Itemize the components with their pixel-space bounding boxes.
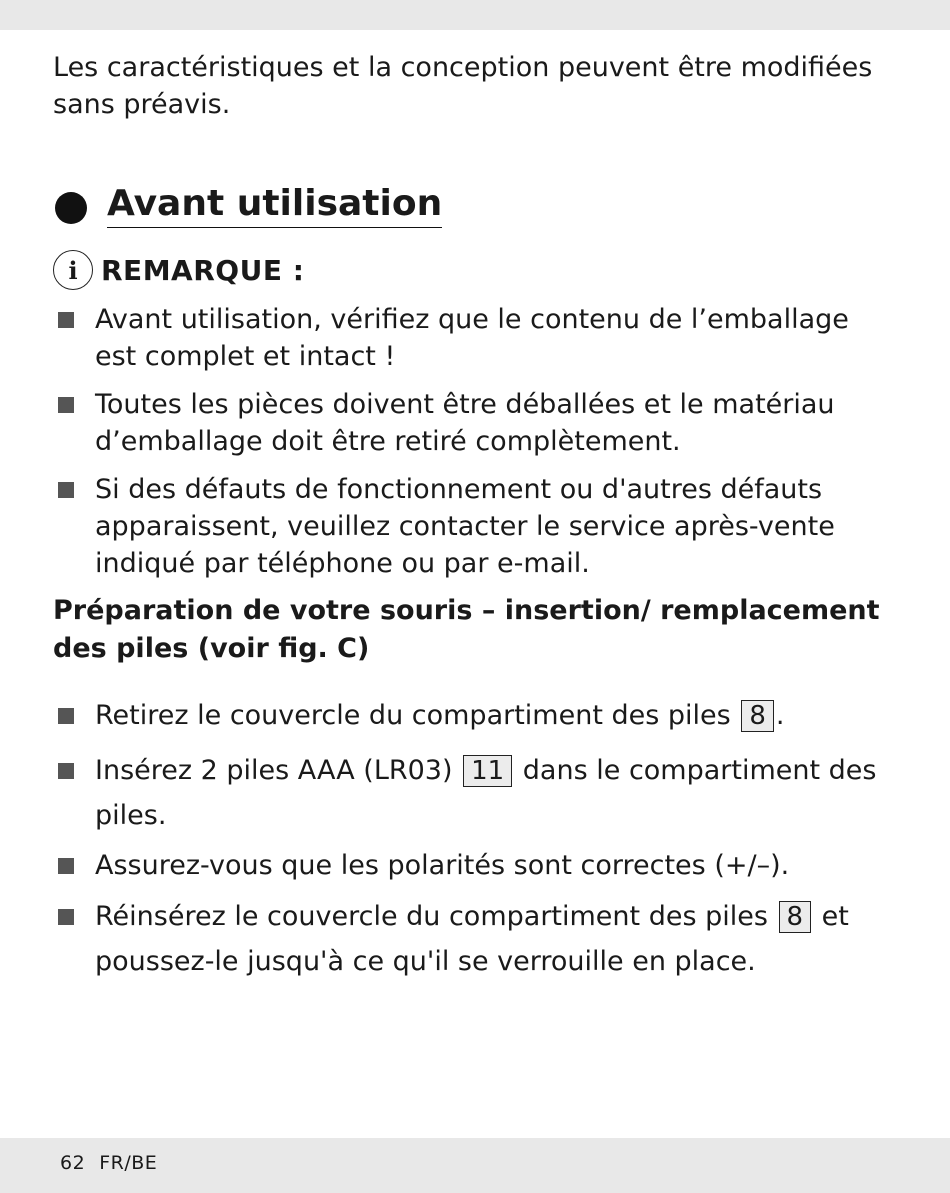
step-item [58,843,888,888]
section-title: Avant utilisation [107,183,442,228]
part-reference: 8 [779,901,812,933]
step-item [58,748,888,838]
step-text [95,894,888,984]
square-bullet-icon [58,312,74,328]
square-bullet-icon [58,858,74,874]
note-item [58,386,888,460]
step-text-after: et poussez-le jusqu'à ce qu'il se verrouille en place. [95,901,849,977]
note-item-text: Avant utilisation, vérifiez que le contenu de l’emballage est complet et intact ! [95,304,849,372]
note-item [58,301,888,375]
step-text-after: . [775,700,785,731]
square-bullet-icon [58,397,74,413]
step-text: Assurez-vous que les polarités sont correctes (+/–). [95,850,790,881]
square-bullet-icon [58,482,74,498]
info-icon: i [53,250,93,290]
footer [60,1152,171,1174]
filled-circle-icon [55,192,87,224]
step-text-before: Insérez 2 piles AAA (LR03) [95,755,453,786]
step-text [95,748,888,838]
footer-locale: FR/BE [99,1152,158,1174]
note-item [58,471,888,582]
step-item [58,894,888,984]
note-item-text: Si des défauts de fonctionnement ou d'autres défauts apparaissent, veuillez contacter le service après-vente indiqué par téléphone ou par e-mail. [95,474,835,579]
step-text-after: dans le compartiment des piles. [95,755,877,831]
step-text-before: Réinsérez le couvercle du compartiment des piles [95,901,768,932]
note-item-text: Toutes les pièces doivent être déballées et le matériau d’emballage doit être retiré complètement. [95,389,835,457]
step-item [58,693,888,738]
section-heading [55,183,442,228]
part-reference: 11 [463,755,512,787]
intro-text: Les caractéristiques et la conception peuvent être modifiées sans préavis. [53,52,873,120]
page-number: 62 [60,1152,86,1174]
note-header [53,250,304,290]
top-band [0,0,950,30]
step-text [95,693,888,738]
step-text-before: Retirez le couvercle du compartiment des piles [95,700,731,731]
square-bullet-icon [58,763,74,779]
part-reference: 8 [741,700,774,732]
subheading: Préparation de votre souris – insertion/ remplacement des piles (voir fig. C) [53,595,880,664]
square-bullet-icon [58,909,74,925]
square-bullet-icon [58,708,74,724]
note-label: REMARQUE : [101,253,305,287]
